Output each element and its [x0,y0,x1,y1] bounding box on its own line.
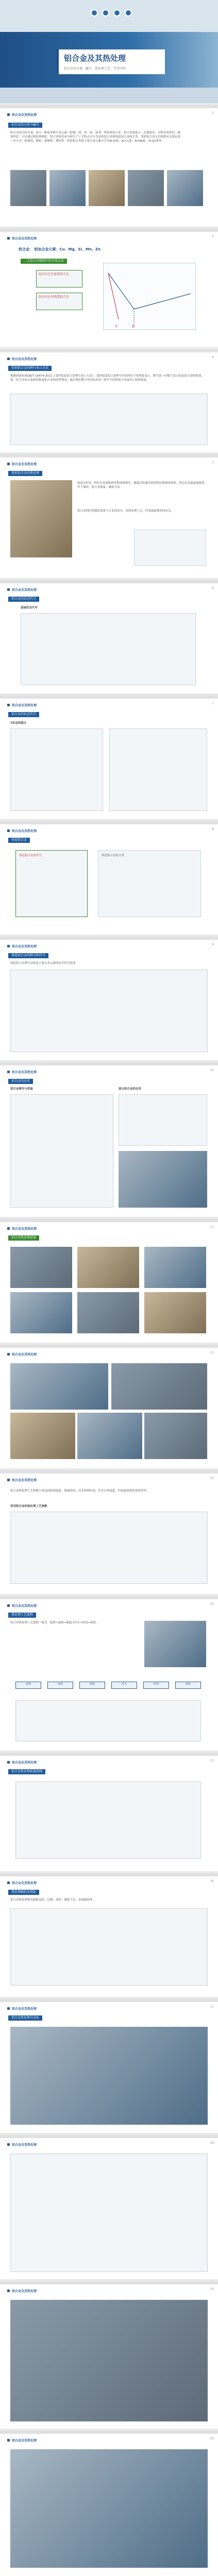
quality-diagram [15,1782,201,1859]
slide-9 [0,937,218,1060]
book-icon [113,9,121,16]
equipment-photo-4 [10,1292,72,1333]
automation-photo [10,2027,208,2125]
flow-step: 保温 [79,1682,105,1689]
page-number: 19 [210,2287,214,2291]
cover-title-box [57,49,165,74]
section-subtitle: 铸造铝合金牌号由铝及主要合金元素的化学符号组成 [10,962,76,965]
section-title: 变形铝合金的热处理 [8,471,42,476]
slide-10 [0,1062,218,1217]
page-number: 16 [210,1879,214,1883]
params-table [10,1512,208,1584]
slide-header: 铝合金及其热处理 [7,236,37,241]
flow-step: 装料 [15,1682,41,1689]
slide-2 [0,105,218,227]
page-number: 11 [210,1225,214,1229]
aging-curve [134,530,206,566]
photo-1 [10,170,46,206]
line-photo-1 [10,1363,108,1410]
production-line-photo [10,2300,208,2421]
slide-header: 铝合金及其热处理 [7,462,37,466]
line-photo-3 [10,1413,75,1459]
slide-12 [0,1345,218,1468]
equipment-photo-6 [144,1292,206,1333]
page-number: 9 [212,943,214,946]
cast-class-text: 铸造铝合金的分类 [102,854,125,857]
slide-header: 铝合金及其热处理 [7,357,37,361]
equipment-photo-2 [77,1247,139,1288]
slide-17 [0,1999,218,2133]
slide-19 [0,2281,218,2429]
slide-header: 铝合金及其热处理 [7,2006,37,2011]
slide-header: 铝合金及其热处理 [7,1478,37,1482]
slide-15 [0,1753,218,1871]
page-number: 20 [210,2437,214,2441]
flow-diagram [15,1700,201,1741]
alloy-formula: 铝合金： 铝加合金元素：Cu、Mg、Si、Mn、Zn [19,247,100,251]
flow-step: 加热 [47,1682,73,1689]
designation-table [10,394,208,445]
slide-3 [0,229,218,347]
cast-box [36,293,82,310]
cover-subtitle: 铝合金的分类、编号、热处理工艺、等等内容 [64,67,126,71]
section-title: 铝合金热处理设备 [8,1235,39,1241]
slide-4 [0,349,218,452]
slide-header: 铝合金及其热处理 [7,2142,37,2147]
applications-table [119,1094,207,1146]
section-title: 铝合金的应用 [8,1079,33,1084]
cover-slide [0,0,218,103]
summary-diagram [10,2154,208,2272]
page-number: 12 [210,1351,214,1354]
slide-header: 铝合金及其热处理 [7,1226,37,1231]
photo-5 [167,170,203,206]
section-title: 铝合金的分类与编号 [8,123,42,128]
cast-code-text: 铸造铝合金的代号 [19,854,42,857]
t-status-title: T状态的细分 [10,722,27,725]
photo-4 [128,170,164,206]
tool-icon [125,9,132,16]
line-photo-2 [111,1363,207,1410]
applications-title: 部分铝合金的应用 [119,1088,142,1091]
page-number: 15 [210,1759,214,1762]
applications-photo [119,1151,207,1208]
params-text: 铝合金热处理工艺参数主要包括固溶温度、保温时间、淬火转移时间、淬火介质温度、时效温度和时效时间等。 [10,1489,149,1493]
page-number: 10 [210,1069,214,1072]
process-photo [144,1621,206,1667]
flow-step: 淬火 [111,1682,137,1689]
slide-5 [0,454,218,578]
slide-header: 铝合金及其热处理 [7,944,37,948]
classification-title: 二元铝合金相图中的分类方法 [21,259,67,264]
slide-13 [0,1470,218,1594]
equipment-photo-5 [77,1292,139,1333]
cast-text: D点右边为铸造铝合金 [39,295,69,299]
page-number: 3 [212,235,214,239]
section-title: 铝合金的状态代号 [8,597,39,602]
page-number: 8 [212,827,214,831]
slide-20 [0,2431,218,2576]
solution-aging-text: 固溶+时效：将铝合金加热到单相固溶体区，保温后快速冷却得到过饱和固溶体，然后在室温或加热条件下保持，使合金强度、硬度升高。 [77,482,205,489]
cast-class-box [98,850,201,917]
slide-6 [0,580,218,693]
section-title: 铝合金热处理质量控制 [8,1769,45,1774]
slide-header: 铝合金及其热处理 [7,1352,37,1357]
wrought-text: D点左边为变形铝合金 [39,273,69,276]
flow-step: 时效 [143,1682,169,1689]
section-title: 热处理工艺流程 [8,1613,36,1618]
equipment-photo-3 [144,1247,206,1288]
params-table-title: 常用铝合金的热处理工艺参数 [10,1505,47,1508]
flow-text: 铝合金热处理工艺流程一般为：装料→加热→保温→淬火→时效→检验。 [10,1621,99,1624]
final-photo [10,2449,208,2568]
defects-text: 铝合金热处理常见缺陷包括：过烧、变形、硬度不足、表面腐蚀等。 [10,1899,96,1902]
aging-factors-text: 铝合金的时效强化效果与合金的成分、固溶处理工艺、时效温度和时间有关。 [77,510,174,513]
page-number: 2 [212,111,214,115]
slide-11 [0,1219,218,1343]
phase-diagram [103,263,196,330]
section-title: 铝合金热处理自动化 [8,2015,42,2021]
slide-header: 铝合金及其热处理 [7,2438,37,2443]
section-text: 根据国家标准GB/T 16474-2011《变形铝及铝合金牌号表示方法》，变形铝及铝合金牌号采用四位字符体系表示。牌号第一位数字表示铝及铝合金的组别，第二位字母表示原始纯铝或铝合金的改型情况，最后两位数字用以标识同一组中不同的铝合金或表示铝的纯度。 [10,375,204,382]
slide-header: 铝合金及其热处理 [7,1070,37,1074]
slide-header: 铝合金及其热处理 [7,703,37,707]
slide-header: 铝合金及其热处理 [7,828,37,833]
status-table [21,613,196,685]
page-number: 17 [210,2005,214,2009]
page-number: 6 [212,586,214,590]
page-number: 18 [210,2141,214,2145]
t-status-list-right [109,728,207,811]
grades-title: 铝合金牌号与性能 [10,1088,33,1091]
chart-icon [102,9,109,16]
line-photo-4 [77,1413,142,1459]
line-photo-5 [144,1413,207,1459]
slide-header: 铝合金及其热处理 [7,1603,37,1608]
slide-header: 铝合金及其热处理 [7,2289,37,2293]
gear-icon [91,9,98,16]
slide-14 [0,1596,218,1751]
label-d: D [132,325,135,329]
section-title: 铝合金的状态代号 [8,712,39,717]
photo-2 [49,170,86,206]
grades-table [10,1094,113,1208]
flow-step: 检验 [175,1682,201,1689]
section-title: 铸造铝合金 [8,838,30,843]
wrought-box [36,270,82,287]
slide-7 [0,696,218,819]
section-title: 铸造铝合金的牌号和代号 [8,953,48,958]
t-status-list-left [10,728,103,811]
section-title: 变形铝合金的牌号表示方法 [8,366,52,371]
page-number: 13 [210,1477,214,1480]
slide-18 [0,2135,218,2279]
section-title: 热处理缺陷及预防 [8,1890,39,1895]
defects-table [10,1908,208,1986]
label-f: F [115,325,118,329]
page-number: 4 [212,355,214,359]
status-title: 基础状态代号 [21,606,38,609]
cover-wave [0,88,218,103]
slide-header: 铝合金及其热处理 [7,112,37,117]
page-number: 14 [210,1602,214,1606]
microstructure-photo [10,480,72,557]
page-number: 7 [212,702,214,705]
slide-header: 铝合金及其热处理 [7,1880,37,1885]
cast-grade-table [10,970,208,1052]
photo-3 [89,170,125,206]
slide-header: 铝合金及其热处理 [7,587,37,592]
cover-icons [91,9,132,16]
slide-8 [0,821,218,935]
page-number: 5 [212,461,214,464]
slide-header: 铝合金及其热处理 [7,1760,37,1765]
cast-code-box [15,850,88,917]
section-text: 铝合金是以铝为基，加入一种或多种合金元素（如铜、镁、锌、硅、锰等）所组成的合金。铝合金密度小，比强度高，导热导电性好，耐蚀性好，可以通过热处理强化。铝合金按其成分和生产工艺特点可分为变形铝合金和铸造铝合金两大类。变形铝合金可以按照有关规定进一步分为：防锈铝、硬铝、超硬铝、锻铝等。铸造铝合金按主要合金元素可分为Al-Si系、Al-Cu系、Al-Mg系、Al-Zn系等。 [10,131,181,143]
slide-16 [0,1873,218,1997]
equipment-photo-1 [10,1247,72,1288]
cover-title: 铝合金及其热处理 [64,54,126,63]
